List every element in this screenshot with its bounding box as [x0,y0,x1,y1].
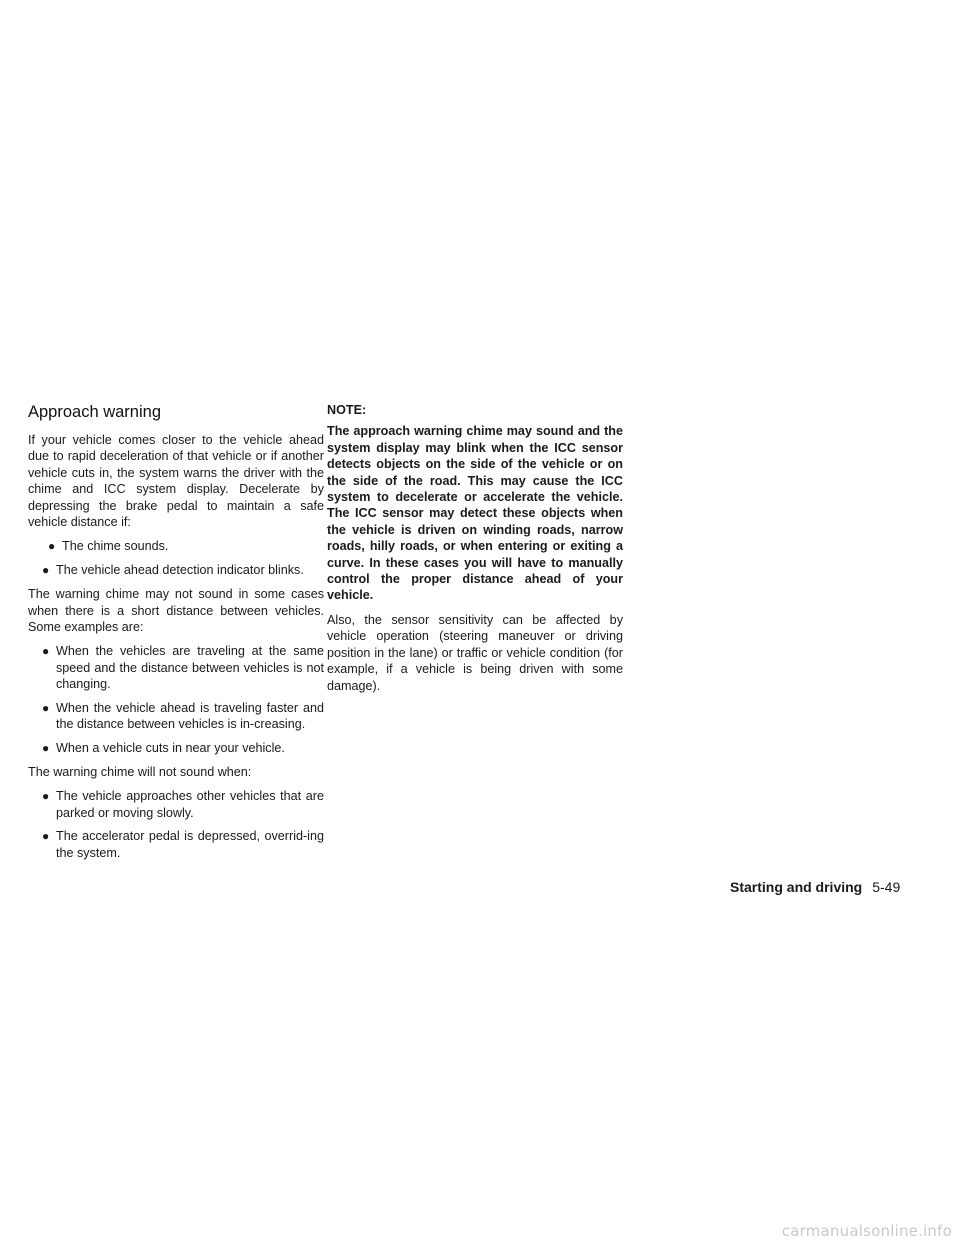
note-text: The approach warning chime may sound and the system display may blink when the ICC sensor detects objects on the side of the vehicle or on the side of the road. This may cause the ICC system to decelerate or accelerate the vehicle. The ICC sensor may detect these objects when the vehicle is driven on winding roads, narrow roads, hilly roads, or when entering or exiting a curve. In these cases you will have to manually control the proper distance ahead of your vehicle. [327,424,623,603]
no-sound-list [28,788,324,861]
bullet-icon: ● [42,700,50,715]
bullet-icon: ● [48,539,56,554]
list-item: ● The vehicle ahead detection indicator blinks. [42,562,304,577]
list-item: ● The accelerator pedal is depressed, overrid-ing the system. [42,829,324,860]
bullet-icon: ● [42,740,50,755]
bullet-icon: ● [42,829,50,844]
intro-paragraph: If your vehicle comes closer to the vehicle ahead due to rapid deceleration of that vehicle or if another vehicle cuts in, the system warns the driver with the chime and ICC system display. Decelerate by depressing the brake pedal to maintain a safe vehicle distance if: [28,433,324,530]
warning-conditions-list [28,538,324,578]
watermark: carmanualsonline.info [781,1222,952,1240]
page-footer [730,878,900,896]
section-title: Approach warning [28,403,161,421]
sensitivity-paragraph: Also, the sensor sensitivity can be affected by vehicle operation (steering maneuver or driving position in the lane) or traffic or vehicle condition (for example, if a vehicle is being driven with some damage). [327,612,623,693]
list-item: ● When the vehicles are traveling at the same speed and the distance between vehicles is not changing. [42,644,324,692]
list-item: ● The chime sounds. [48,539,169,554]
examples-list [28,643,324,755]
bullet-icon: ● [42,562,50,577]
list-item: ● When a vehicle cuts in near your vehicle. [42,740,285,755]
list-item: ● The vehicle approaches other vehicles that are parked or moving slowly. [42,789,324,820]
paragraph-chime-will-not-sound: The warning chime will not sound when: [28,764,252,779]
left-column [28,402,324,869]
note-label: NOTE: [327,403,367,417]
bullet-icon: ● [42,789,50,804]
right-column [327,402,623,702]
list-item: ● When the vehicle ahead is traveling faster and the distance between vehicles is in-creasing. [42,700,324,732]
footer-section-name: Starting and driving [730,879,863,895]
paragraph-chime-may-not-sound: The warning chime may not sound in some cases when there is a short distance between vehicles. Some examples are: [28,587,324,635]
page-number: 5-49 [872,879,901,895]
bullet-icon: ● [42,644,50,659]
